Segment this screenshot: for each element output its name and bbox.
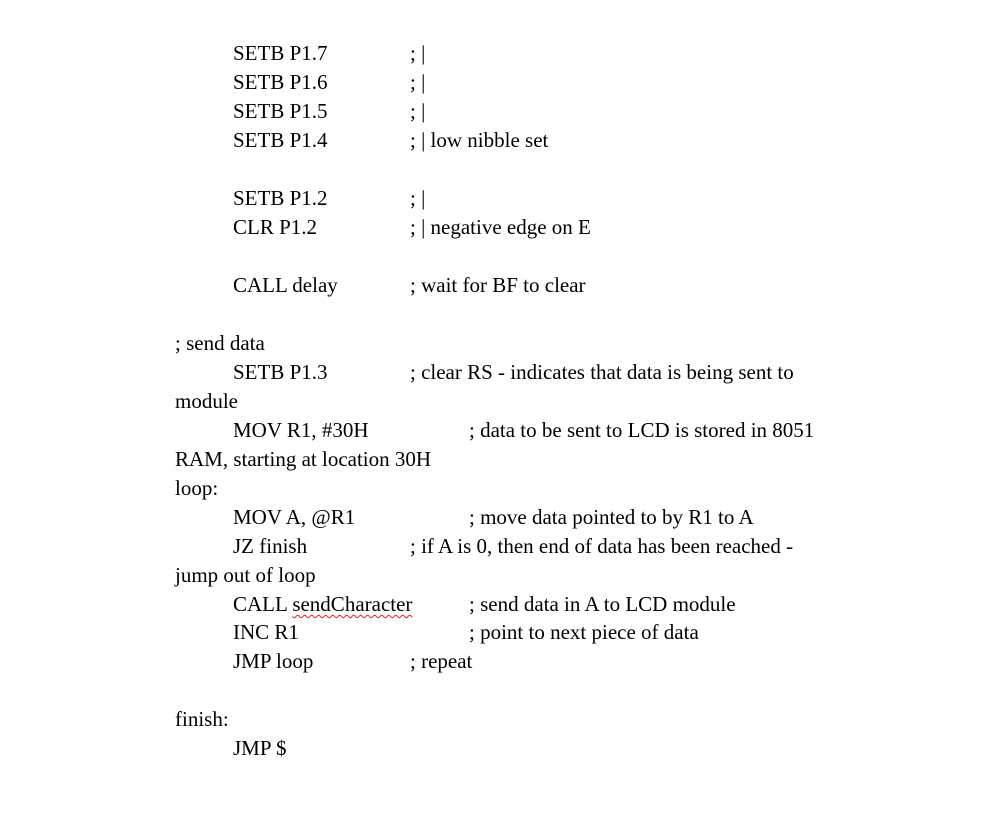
comment: ; | bbox=[410, 70, 426, 94]
code-line bbox=[0, 734, 287, 763]
label-line bbox=[0, 705, 229, 734]
label-text: finish: bbox=[175, 707, 229, 731]
comment: ; repeat bbox=[410, 649, 473, 673]
code-line bbox=[0, 271, 586, 300]
wrapped-comment bbox=[0, 445, 432, 474]
instruction: SETB P1.7 bbox=[233, 41, 328, 65]
code-line bbox=[0, 126, 549, 155]
code-line bbox=[0, 532, 794, 561]
section-comment bbox=[0, 329, 265, 358]
code-line bbox=[0, 618, 699, 647]
code-line bbox=[0, 358, 794, 387]
instruction: CALL delay bbox=[233, 273, 338, 297]
instruction: INC R1 bbox=[233, 620, 299, 644]
comment: ; send data in A to LCD module bbox=[469, 592, 736, 616]
instruction: MOV A, @R1 bbox=[233, 505, 356, 529]
comment-continuation: module bbox=[175, 389, 238, 413]
instruction-prefix: CALL bbox=[233, 592, 293, 616]
instruction: SETB P1.2 bbox=[233, 186, 328, 210]
code-line bbox=[0, 213, 591, 242]
comment: ; wait for BF to clear bbox=[410, 273, 586, 297]
code-line bbox=[0, 184, 426, 213]
comment: ; move data pointed to by R1 to A bbox=[469, 505, 754, 529]
label-text: ; send data bbox=[175, 331, 265, 355]
instruction: SETB P1.5 bbox=[233, 99, 328, 123]
comment-continuation: jump out of loop bbox=[175, 563, 316, 587]
code-line bbox=[0, 416, 815, 445]
wrapped-comment bbox=[0, 561, 316, 590]
comment: ; | negative edge on E bbox=[410, 215, 591, 239]
comment: ; | bbox=[410, 41, 426, 65]
code-line bbox=[0, 503, 754, 532]
wrapped-comment bbox=[0, 387, 238, 416]
instruction: JMP loop bbox=[233, 649, 314, 673]
comment: ; | low nibble set bbox=[410, 128, 549, 152]
code-line bbox=[0, 647, 473, 676]
instruction: SETB P1.6 bbox=[233, 70, 328, 94]
label-text: loop: bbox=[175, 476, 219, 500]
comment: ; if A is 0, then end of data has been reached - bbox=[410, 534, 794, 558]
code-line bbox=[0, 97, 426, 126]
code-line bbox=[0, 590, 736, 619]
comment-continuation: RAM, starting at location 30H bbox=[175, 447, 432, 471]
instruction: SETB P1.4 bbox=[233, 128, 328, 152]
instruction: MOV R1, #30H bbox=[233, 418, 369, 442]
code-line bbox=[0, 39, 426, 68]
spellcheck-flagged-word[interactable]: sendCharacter bbox=[292, 592, 413, 616]
instruction bbox=[233, 590, 412, 619]
instruction: CLR P1.2 bbox=[233, 215, 318, 239]
instruction: SETB P1.3 bbox=[233, 360, 328, 384]
comment: ; clear RS - indicates that data is being sent to bbox=[410, 360, 794, 384]
comment: ; point to next piece of data bbox=[469, 620, 699, 644]
label-line bbox=[0, 474, 219, 503]
comment: ; data to be sent to LCD is stored in 8051 bbox=[469, 418, 815, 442]
comment: ; | bbox=[410, 99, 426, 123]
code-line bbox=[0, 68, 426, 97]
instruction: JZ finish bbox=[233, 534, 308, 558]
comment: ; | bbox=[410, 186, 426, 210]
instruction: JMP $ bbox=[233, 736, 287, 760]
